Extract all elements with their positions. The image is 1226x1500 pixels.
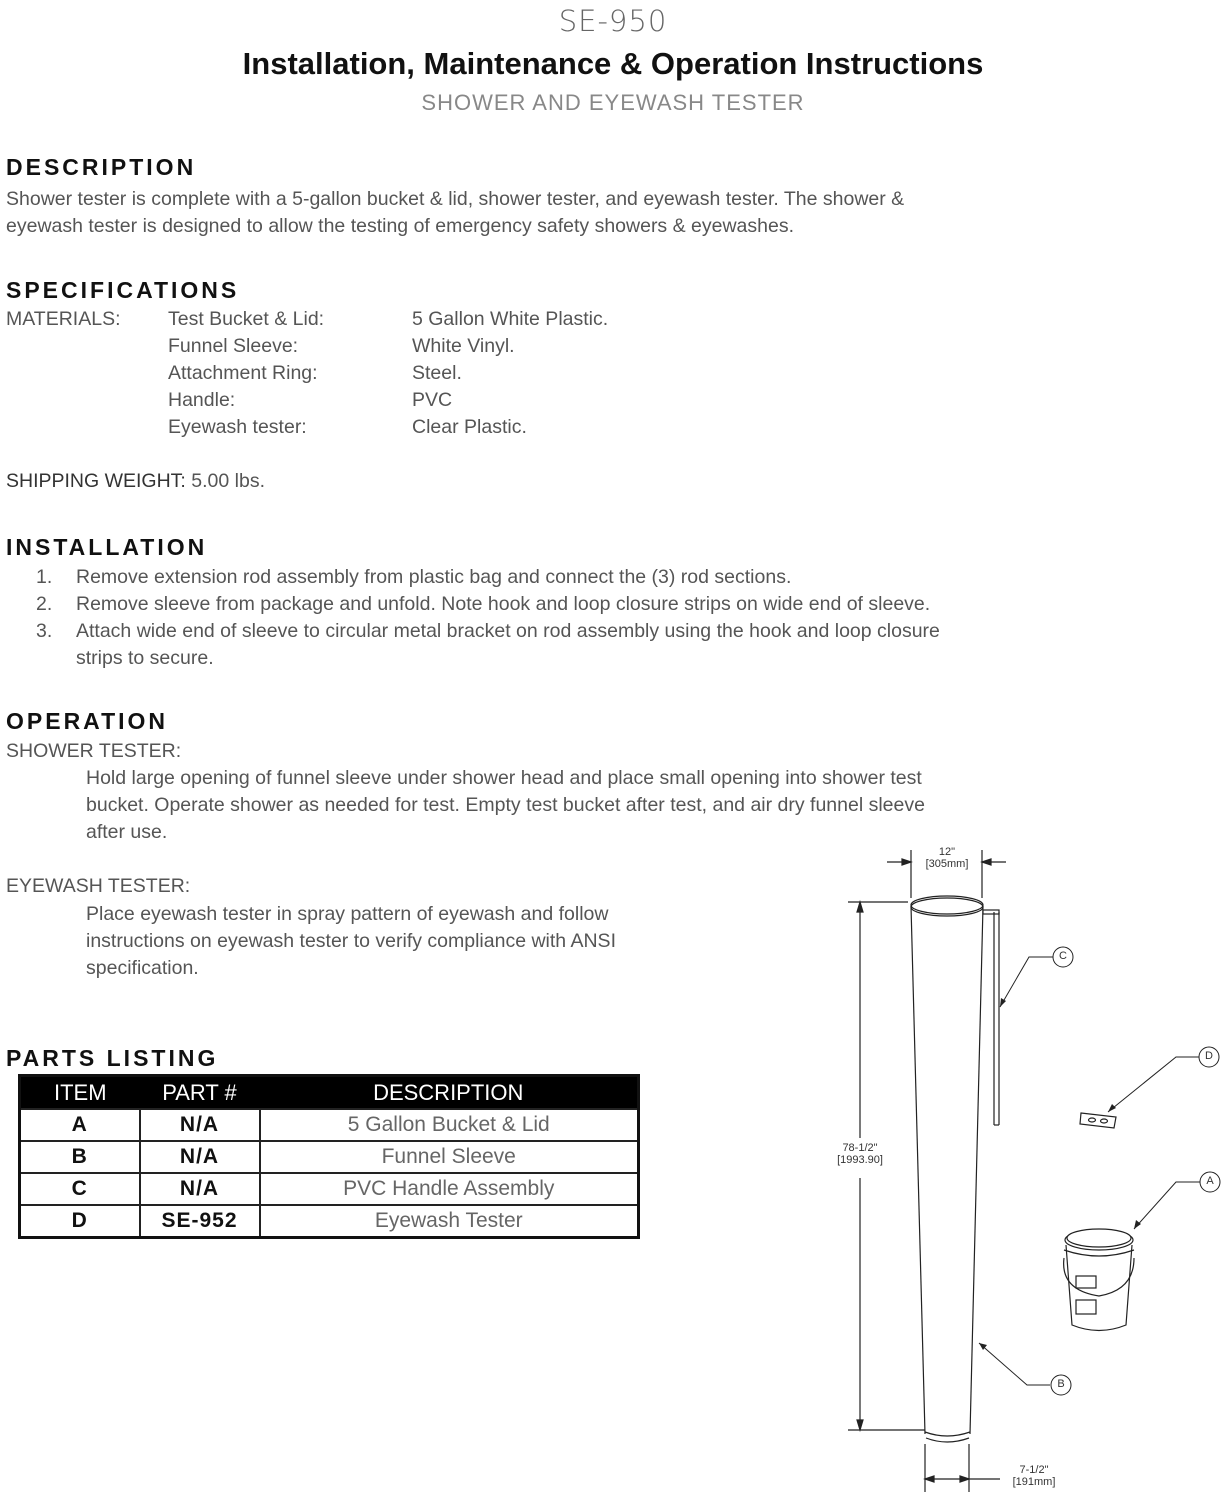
part-cell: SE-952 [140, 1205, 260, 1238]
bottom-width-mm: [191mm] [1012, 1476, 1056, 1488]
description-line: Shower tester is complete with a 5-gallon bucket & lid, shower tester, and eyewash tester. The shower & [6, 188, 905, 210]
shower-line: after use. [86, 821, 168, 843]
description-cell: Eyewash Tester [260, 1205, 639, 1238]
top-width-inches: 12" [938, 846, 956, 858]
description-cell: PVC Handle Assembly [260, 1173, 639, 1205]
material-value: Steel. [412, 362, 462, 384]
materials-label: MATERIALS: [6, 308, 121, 330]
eyewash-tester-label: EYEWASH TESTER: [6, 875, 191, 897]
material-value: Clear Plastic. [412, 416, 527, 438]
bottom-width-inches: 7-1/2" [1019, 1464, 1049, 1476]
step-number: 1. [36, 566, 53, 588]
description-heading: DESCRIPTION [6, 154, 197, 180]
column-header-description: DESCRIPTION [260, 1076, 639, 1110]
part-cell: N/A [140, 1173, 260, 1205]
height-mm: [1993.90] [837, 1154, 883, 1166]
shower-line: Hold large opening of funnel sleeve under shower head and place small opening into shower test [86, 767, 922, 789]
material-part: Eyewash tester: [168, 416, 307, 438]
callout-c-label: C [1059, 950, 1067, 962]
item-cell: C [20, 1173, 140, 1205]
description-cell: 5 Gallon Bucket & Lid [260, 1109, 639, 1141]
step-text: Remove sleeve from package and unfold. Note hook and loop closure strips on wide end of sleeve. [76, 593, 931, 615]
bucket-drawing [1064, 1229, 1134, 1331]
callout-circles [1051, 947, 1220, 1395]
material-value: White Vinyl. [412, 335, 515, 357]
document-title: Installation, Maintenance & Operation Instructions [242, 46, 984, 81]
eyewash-line: instructions on eyewash tester to verify compliance with ANSI [86, 930, 616, 952]
callout-b-label: B [1057, 1378, 1065, 1390]
shower-line: bucket. Operate shower as needed for test. Empty test bucket after test, and air dry funnel sleeve [86, 794, 925, 816]
step-text: Attach wide end of sleeve to circular metal bracket on rod assembly using the hook and loop closure [76, 620, 940, 642]
installation-heading: INSTALLATION [6, 534, 208, 560]
item-cell: A [20, 1109, 140, 1141]
column-header-item: ITEM [20, 1076, 140, 1110]
top-width-mm: [305mm] [925, 858, 969, 870]
shower-tester-label: SHOWER TESTER: [6, 740, 182, 762]
material-part: Handle: [168, 389, 236, 411]
operation-heading: OPERATION [6, 708, 169, 734]
specifications-heading: SPECIFICATIONS [6, 277, 240, 303]
step-number: 3. [36, 620, 53, 642]
model-number: SE-950 [558, 4, 668, 38]
height-inches: 78-1/2" [842, 1142, 878, 1154]
item-cell: D [20, 1205, 140, 1238]
height-dimension [828, 1142, 892, 1166]
item-cell: B [20, 1141, 140, 1173]
eyewash-line: specification. [86, 957, 199, 979]
column-header-part: PART # [140, 1076, 260, 1110]
shipping-weight-value: 5.00 lbs. [191, 470, 265, 492]
top-width-dimension [917, 846, 977, 870]
funnel-sleeve-drawing [848, 850, 1006, 1492]
material-part: Test Bucket & Lid: [168, 308, 325, 330]
step-text: Remove extension rod assembly from plastic bag and connect the (3) rod sections. [76, 566, 792, 588]
eyewash-line: Place eyewash tester in spray pattern of eyewash and follow [86, 903, 609, 925]
description-line: eyewash tester is designed to allow the testing of emergency safety showers & eyewashes. [6, 215, 794, 237]
material-value: 5 Gallon White Plastic. [412, 308, 609, 330]
callout-a-label: A [1206, 1175, 1214, 1187]
part-cell: N/A [140, 1141, 260, 1173]
eyewash-tester-drawing [1080, 1113, 1116, 1128]
document-subtitle: SHOWER AND EYEWASH TESTER [421, 90, 805, 115]
material-value: PVC [412, 389, 453, 411]
bottom-width-dimension [1004, 1464, 1064, 1488]
description-cell: Funnel Sleeve [260, 1141, 639, 1173]
part-cell: N/A [140, 1109, 260, 1141]
material-part: Funnel Sleeve: [168, 335, 299, 357]
parts-listing-heading: PARTS LISTING [6, 1045, 219, 1071]
shipping-weight-label: SHIPPING WEIGHT: [6, 470, 186, 492]
material-part: Attachment Ring: [168, 362, 318, 384]
step-number: 2. [36, 593, 53, 615]
callout-d-label: D [1205, 1050, 1213, 1062]
step-text: strips to secure. [76, 647, 214, 669]
